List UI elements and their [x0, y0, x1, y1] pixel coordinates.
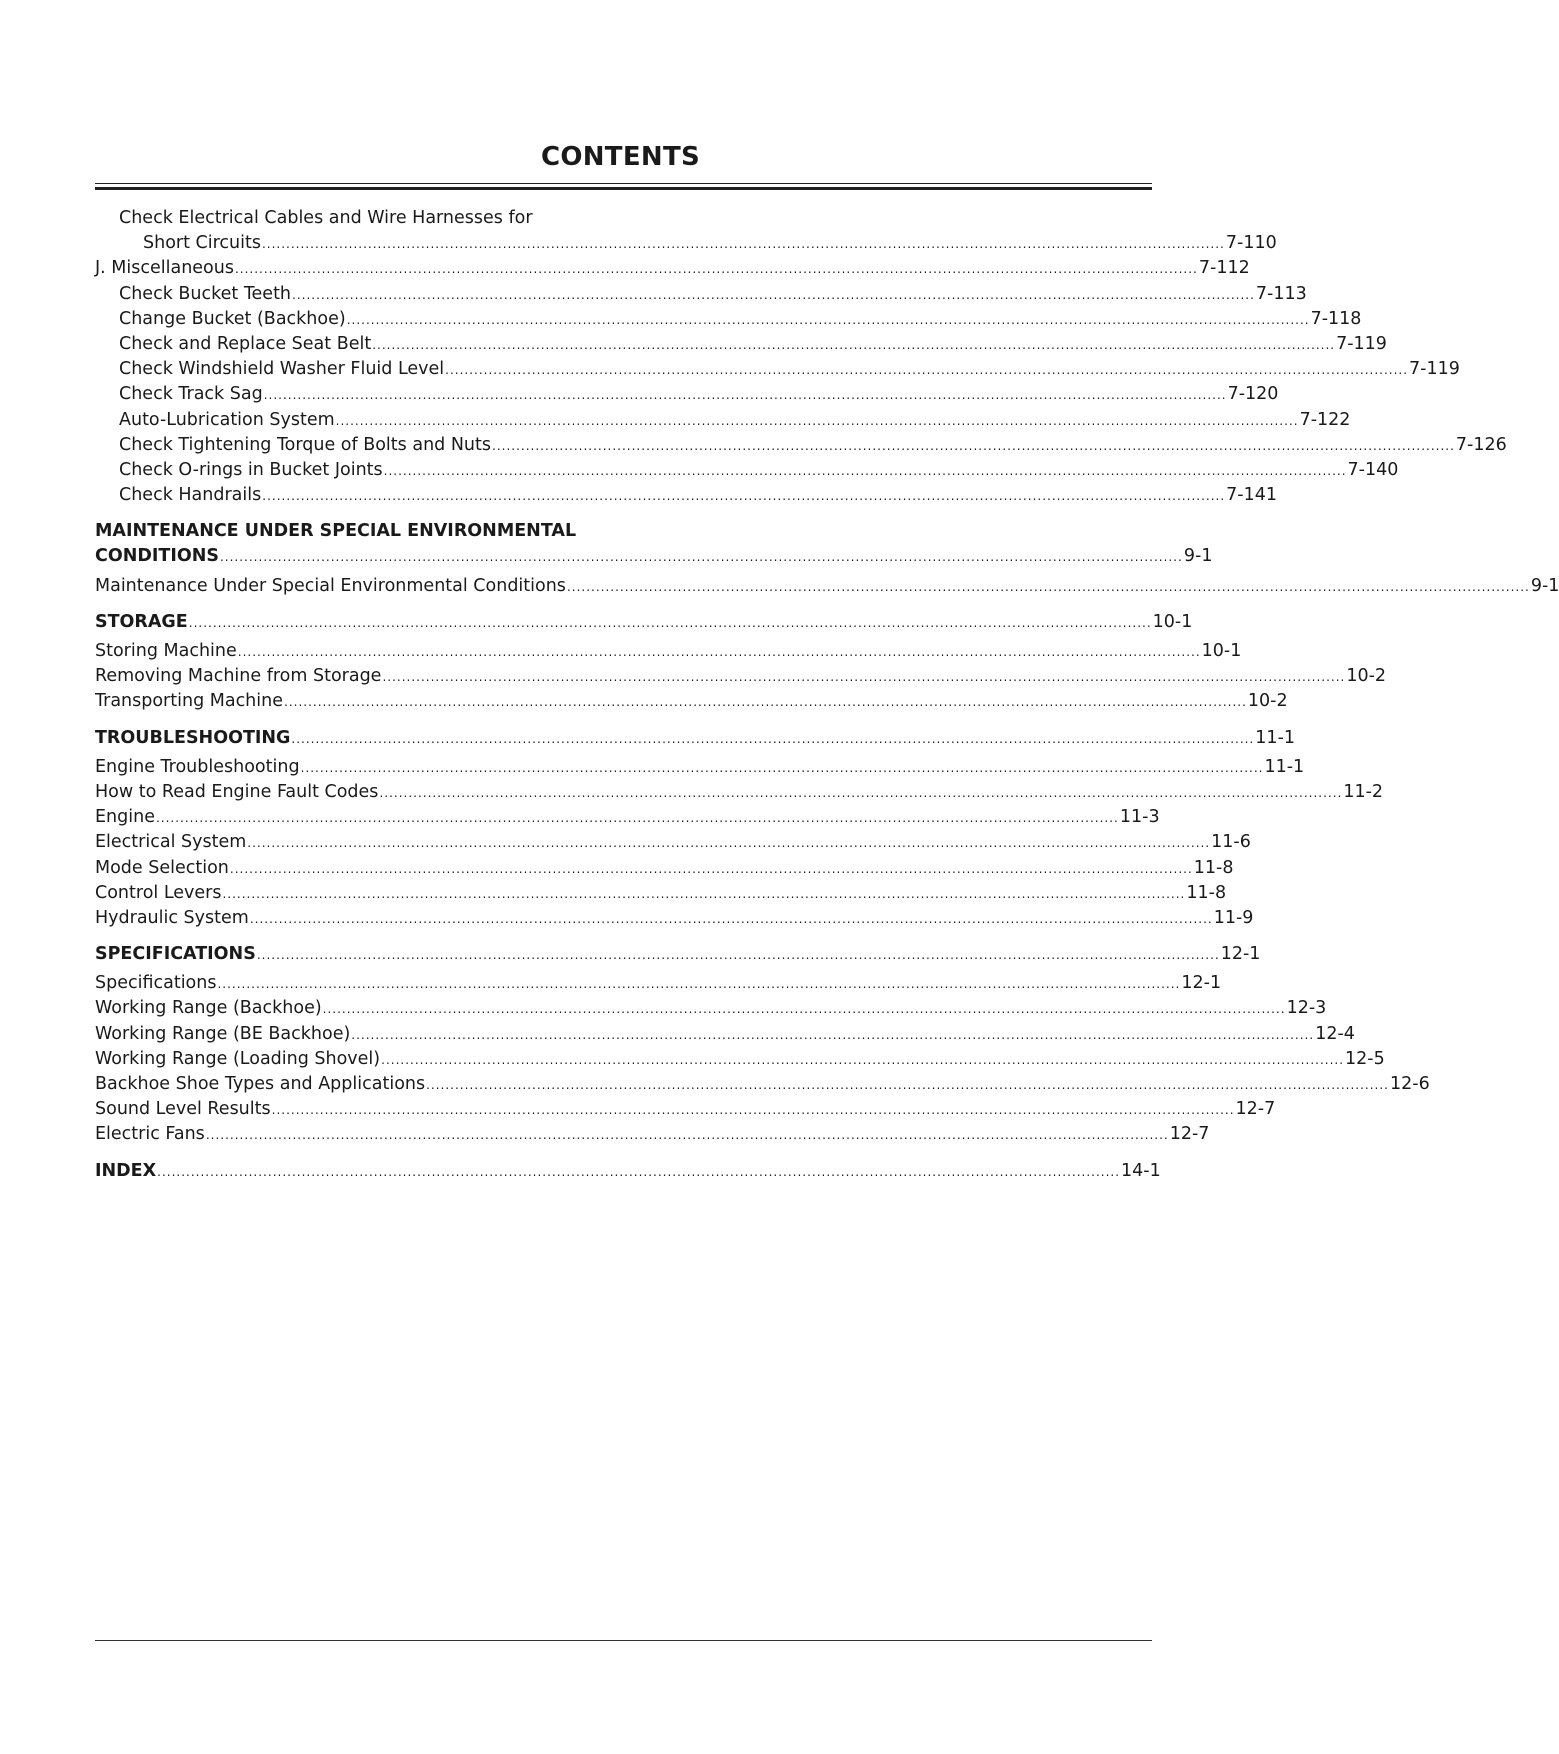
toc-leader-dots: ........................................................................................................................................................................................................: [426, 1078, 1389, 1092]
toc-section-label: STORAGE: [95, 611, 188, 632]
toc-entry[interactable]: [95, 357, 1460, 382]
toc-entry-label: Check Windshield Washer Fluid Level: [119, 359, 445, 380]
toc-entry-page: 12-7: [1169, 1124, 1210, 1145]
toc-leader-dots: ........................................................................................................................................................................................................: [566, 579, 1530, 594]
toc-entry-label: Electric Fans: [95, 1124, 205, 1145]
toc-entry-label: J. Miscellaneous: [95, 258, 234, 279]
toc-entry[interactable]: [95, 458, 1399, 483]
toc-entry[interactable]: [95, 1022, 1355, 1047]
toc-section-index[interactable]: [95, 1159, 1161, 1184]
toc-section-label: CONDITIONS: [95, 546, 219, 567]
toc-entry[interactable]: [95, 1122, 1210, 1147]
header-rule-thin: [95, 183, 1152, 184]
toc-entry-label: Hydraulic System: [95, 907, 249, 928]
toc-entry-label: Change Bucket (Backhoe): [119, 308, 346, 329]
toc-entry-page: 7-110: [1225, 233, 1277, 254]
toc-entry[interactable]: [95, 805, 1160, 830]
toc-leader-dots: ........................................................................................................................................................................................................: [188, 615, 1152, 630]
toc-leader-dots: ........................................................................................................................................................................................................: [492, 438, 1455, 453]
toc-leader-dots: ........................................................................................................................................................................................................: [205, 1128, 1169, 1143]
toc-entry-page: 7-113: [1255, 283, 1307, 304]
toc-entry-page: 11-1: [1264, 756, 1305, 777]
toc-entry-label: Sound Level Results: [95, 1099, 271, 1120]
toc-leader-dots: ........................................................................................................................................................................................................: [247, 836, 1211, 851]
toc-entry-page: 11-8: [1193, 857, 1234, 878]
toc-leader-dots: ........................................................................................................................................................................................................: [249, 911, 1213, 926]
toc-leader-dots: ........................................................................................................................................................................................................: [346, 312, 1310, 327]
toc-section-special-line2[interactable]: [95, 544, 1213, 569]
toc-entry-page: 10-1: [1201, 641, 1242, 661]
toc-entry-label: Electrical System: [95, 832, 247, 853]
toc-entry-miscellaneous[interactable]: [95, 256, 1250, 281]
toc-section-label: TROUBLESHOOTING: [95, 727, 291, 748]
toc-entry[interactable]: [95, 856, 1234, 881]
toc-entry[interactable]: [95, 664, 1387, 689]
toc-entry-label: Mode Selection: [95, 857, 229, 878]
toc-section-specifications[interactable]: [95, 942, 1261, 967]
toc-entry-page: 12-1: [1220, 944, 1261, 965]
toc-entry-page: 7-119: [1409, 359, 1460, 380]
toc-entry-label: Working Range (Loading Shovel): [95, 1048, 381, 1069]
toc-leader-dots: ........................................................................................................................................................................................................: [263, 388, 1227, 403]
toc-entry-page: 11-6: [1211, 832, 1251, 853]
toc-entry-label: Backhoe Shoe Types and Applications: [95, 1074, 426, 1094]
toc-entry-label: Storing Machine: [95, 641, 237, 661]
toc-leader-dots: ........................................................................................................................................................................................................: [237, 645, 1201, 659]
toc-entry-electrical-line2[interactable]: [95, 231, 1277, 256]
toc-entry-page: 12-7: [1235, 1099, 1276, 1120]
toc-leader-dots: ........................................................................................................................................................................................................: [379, 785, 1343, 800]
toc-section-label: MAINTENANCE UNDER SPECIAL ENVIRONMENTAL: [95, 521, 577, 542]
toc-leader-dots: ........................................................................................................................................................................................................: [222, 886, 1186, 901]
toc-section-label: INDEX: [95, 1160, 157, 1181]
toc-entry-label: How to Read Engine Fault Codes: [95, 781, 379, 802]
toc-section-troubleshooting[interactable]: [95, 726, 1296, 751]
toc-section-special-line1: [95, 519, 609, 544]
toc-entry[interactable]: [95, 408, 1351, 433]
toc-leader-dots: ........................................................................................................................................................................................................: [351, 1027, 1315, 1042]
toc-leader-dots: ........................................................................................................................................................................................................: [300, 760, 1264, 775]
toc-entry-label: Specifications: [95, 973, 217, 994]
toc-leader-dots: ........................................................................................................................................................................................................: [445, 363, 1409, 378]
toc-entry-page: 11-2: [1343, 781, 1384, 802]
table-of-contents: [95, 206, 1559, 1184]
toc-entry-label: Control Levers: [95, 882, 222, 903]
toc-entry[interactable]: [95, 639, 1242, 664]
toc-entry-label: Working Range (Backhoe): [95, 998, 322, 1019]
footer-rule: [95, 1640, 1152, 1641]
page-title: CONTENTS: [540, 142, 701, 172]
toc-entry-page: 12-1: [1181, 973, 1222, 994]
toc-entry-page: 7-119: [1336, 333, 1387, 354]
toc-entry-label: Working Range (BE Backhoe): [95, 1023, 351, 1044]
toc-entry-label: Check Bucket Teeth: [119, 283, 292, 304]
toc-entry-page: 7-141: [1226, 485, 1277, 506]
toc-entry-page: 14-1: [1121, 1160, 1161, 1181]
toc-entry-page: 10-1: [1152, 611, 1193, 632]
toc-entry-label: Auto-Lubrication System: [119, 409, 335, 430]
toc-entry-page: 7-120: [1227, 384, 1279, 405]
toc-entry[interactable]: [95, 689, 1288, 714]
toc-entry[interactable]: [95, 1072, 1430, 1097]
toc-entry-page: 12-3: [1286, 998, 1327, 1019]
toc-entry-label: Transporting Machine: [95, 691, 283, 712]
toc-entry[interactable]: [95, 1047, 1385, 1072]
toc-entry[interactable]: [95, 1097, 1276, 1122]
toc-entry-page: 11-9: [1213, 907, 1254, 928]
toc-entry-label: Engine Troubleshooting: [95, 756, 300, 777]
toc-entry-page: 10-2: [1247, 691, 1288, 712]
toc-entry-page: 7-118: [1310, 308, 1362, 329]
toc-leader-dots: ........................................................................................................................................................................................................: [155, 811, 1119, 826]
toc-section-label: SPECIFICATIONS: [95, 944, 256, 965]
toc-entry[interactable]: [95, 307, 1362, 332]
toc-entry-label: Short Circuits: [143, 233, 261, 254]
toc-entry-page: 7-112: [1198, 258, 1250, 279]
toc-entry-label: Maintenance Under Special Environmental Conditions: [95, 575, 566, 596]
toc-leader-dots: ........................................................................................................................................................................................................: [335, 413, 1299, 428]
toc-entry[interactable]: [95, 830, 1251, 855]
toc-entry-page: 10-2: [1346, 666, 1387, 687]
toc-entry[interactable]: [95, 996, 1327, 1021]
toc-entry-page: 11-3: [1119, 807, 1160, 828]
toc-leader-dots: ........................................................................................................................................................................................................: [217, 977, 1181, 992]
toc-entry-page: 12-5: [1345, 1048, 1385, 1069]
toc-entry[interactable]: [95, 881, 1227, 906]
toc-leader-dots: ........................................................................................................................................................................................................: [292, 287, 1255, 302]
toc-entry[interactable]: [95, 780, 1384, 805]
toc-leader-dots: ........................................................................................................................................................................................................: [322, 1002, 1286, 1017]
toc-leader-dots: ........................................................................................................................................................................................................: [157, 1164, 1121, 1179]
toc-entry-label: Engine: [95, 807, 155, 828]
toc-entry[interactable]: [95, 971, 1222, 996]
toc-entry-page: 9-1: [1530, 575, 1559, 596]
toc-entry[interactable]: [95, 483, 1277, 508]
toc-leader-dots: ........................................................................................................................................................................................................: [229, 861, 1193, 876]
toc-entry-label: Check Track Sag: [119, 384, 263, 405]
toc-entry-label: Removing Machine from Storage: [95, 666, 382, 687]
toc-leader-dots: ........................................................................................................................................................................................................: [219, 550, 1183, 565]
toc-leader-dots: ........................................................................................................................................................................................................: [381, 1052, 1345, 1067]
toc-leader-dots: ........................................................................................................................................................................................................: [261, 237, 1225, 252]
toc-leader-dots: ........................................................................................................................................................................................................: [262, 489, 1226, 504]
toc-entry[interactable]: [95, 382, 1279, 407]
toc-entry-label: Check Electrical Cables and Wire Harnesses for: [119, 208, 533, 228]
toc-entry-label: Check O-rings in Bucket Joints: [119, 459, 383, 480]
toc-leader-dots: ........................................................................................................................................................................................................: [291, 731, 1255, 746]
header-rule-thick: [95, 187, 1152, 190]
toc-entry-label: Check Tightening Torque of Bolts and Nuts: [119, 434, 491, 455]
toc-entry-electrical-line1: [95, 206, 609, 231]
toc-entry[interactable]: [95, 433, 1507, 458]
toc-entry[interactable]: [95, 282, 1307, 307]
toc-section-storage[interactable]: [95, 610, 1193, 635]
toc-entry-page: 7-140: [1347, 459, 1399, 480]
toc-leader-dots: ........................................................................................................................................................................................................: [382, 670, 1346, 685]
toc-entry-page: 7-122: [1299, 409, 1351, 430]
toc-entry-page: 11-8: [1186, 882, 1227, 903]
toc-entry[interactable]: [95, 332, 1387, 357]
toc-leader-dots: ........................................................................................................................................................................................................: [234, 262, 1198, 277]
toc-entry[interactable]: [95, 755, 1305, 780]
toc-entry-label: Check and Replace Seat Belt: [119, 333, 372, 354]
toc-leader-dots: ........................................................................................................................................................................................................: [372, 337, 1336, 352]
toc-entry[interactable]: [95, 906, 1254, 931]
toc-entry-label: Check Handrails: [119, 485, 262, 506]
toc-entry[interactable]: [95, 574, 1559, 599]
toc-entry-page: 11-1: [1255, 727, 1296, 748]
toc-entry-page: 9-1: [1183, 546, 1213, 567]
toc-entry-page: 12-4: [1315, 1023, 1355, 1044]
toc-entry-page: 7-126: [1455, 434, 1507, 455]
toc-entry-page: 12-6: [1390, 1074, 1430, 1094]
toc-leader-dots: ........................................................................................................................................................................................................: [256, 948, 1220, 963]
toc-leader-dots: ........................................................................................................................................................................................................: [284, 695, 1247, 710]
toc-leader-dots: ........................................................................................................................................................................................................: [271, 1103, 1235, 1118]
toc-leader-dots: ........................................................................................................................................................................................................: [383, 463, 1347, 478]
